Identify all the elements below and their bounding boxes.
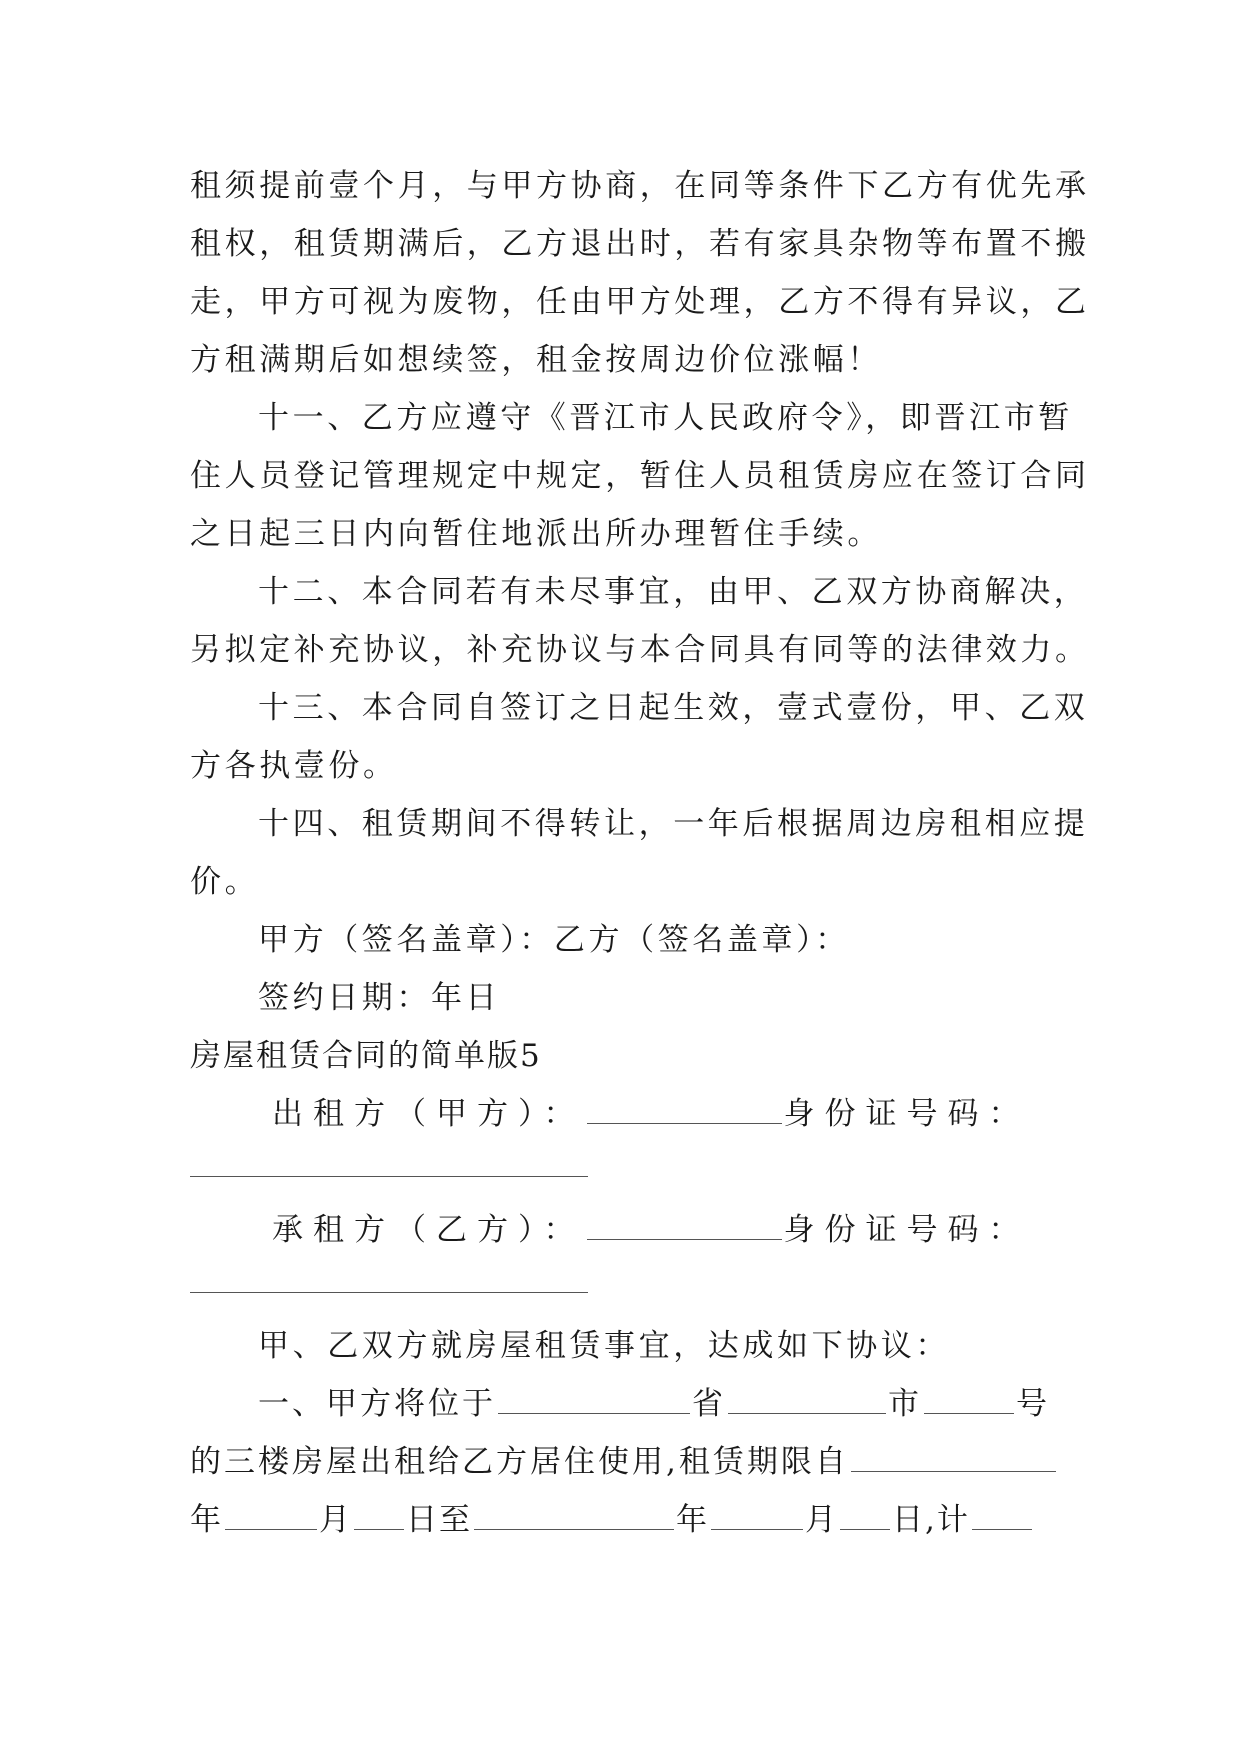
start-year-label: 年 <box>190 1502 223 1538</box>
total-label: 日,计 <box>892 1502 970 1538</box>
clause-11-line-2: 住人员登记管理规定中规定，暂住人员租赁房应在签订合同 <box>190 458 1090 494</box>
clause-11-line-1: 十一、乙方应遵守《晋江市人民政府令》，即晋江市暂 <box>258 400 1073 436</box>
start-year-blank <box>851 1453 1056 1472</box>
city-blank <box>728 1395 886 1414</box>
lessee-label: 承租方（乙方）： <box>272 1212 585 1248</box>
lessor-line <box>272 1094 1030 1134</box>
clause-1-prefix: 一、甲方将位于 <box>258 1386 496 1422</box>
end-month-label: 月 <box>805 1502 838 1538</box>
lessee-name-blank <box>587 1221 782 1240</box>
number-label: 号 <box>1016 1386 1050 1422</box>
lessor-label: 出租方（甲方）： <box>272 1096 585 1132</box>
clause-12-line-1: 十二、本合同若有未尽事宜，由甲、乙双方协商解决， <box>258 574 1089 610</box>
lessee-line <box>272 1210 1030 1250</box>
clause-1-line-3 <box>190 1500 1034 1540</box>
signing-date-line: 签约日期：年日 <box>258 980 501 1016</box>
section-title: 房屋租赁合同的简单版5 <box>190 1038 542 1074</box>
clause-1-line-1 <box>258 1384 1050 1424</box>
number-blank <box>924 1395 1014 1414</box>
signature-line: 甲方（签名盖章）：乙方（签名盖章）： <box>258 922 850 958</box>
clause-13-line-2: 方各执壹份。 <box>190 748 398 784</box>
total-duration-blank <box>972 1511 1032 1530</box>
to-label: 日至 <box>406 1502 472 1538</box>
clause-12-line-2: 另拟定补充协议，补充协议与本合同具有同等的法律效力。 <box>190 632 1090 668</box>
end-month-blank <box>711 1511 803 1530</box>
agreement-intro: 甲、乙双方就房屋租赁事宜，达成如下协议： <box>258 1328 950 1364</box>
clause-14-line-2: 价。 <box>190 864 260 900</box>
start-month-blank <box>225 1511 317 1530</box>
clause-13-line-1: 十三、本合同自签订之日起生效，壹式壹份，甲、乙双 <box>258 690 1089 726</box>
province-blank <box>498 1395 690 1414</box>
lessee-id-blank <box>190 1292 588 1293</box>
clause-11-line-3: 之日起三日内向暂住地派出所办理暂住手续。 <box>190 516 882 552</box>
clause-14-line-1: 十四、租赁期间不得转让，一年后根据周边房租相应提 <box>258 806 1089 842</box>
end-day-blank <box>840 1511 890 1530</box>
city-label: 市 <box>888 1386 922 1422</box>
start-day-blank <box>354 1511 404 1530</box>
text-line-2: 租权，租赁期满后，乙方退出时，若有家具杂物等布置不搬 <box>190 226 1090 262</box>
lessor-name-blank <box>587 1105 782 1124</box>
lessee-id-label: 身份证号码： <box>783 1212 1030 1248</box>
text-line-4: 方租满期后如想续签，租金按周边价位涨幅！ <box>190 342 882 378</box>
lessor-id-blank <box>190 1176 588 1177</box>
text-line-1: 租须提前壹个月，与甲方协商，在同等条件下乙方有优先承 <box>190 168 1090 204</box>
clause-1-line-2-text: 的三楼房屋出租给乙方居住使用,租赁期限自 <box>190 1444 849 1480</box>
end-year-label: 年 <box>676 1502 709 1538</box>
province-label: 省 <box>692 1386 726 1422</box>
clause-1-line-2 <box>190 1442 1058 1482</box>
lessor-id-label: 身份证号码： <box>783 1096 1030 1132</box>
end-year-blank <box>474 1511 674 1530</box>
start-month-label: 月 <box>319 1502 352 1538</box>
text-line-3: 走，甲方可视为废物，任由甲方处理，乙方不得有异议，乙 <box>190 284 1090 320</box>
